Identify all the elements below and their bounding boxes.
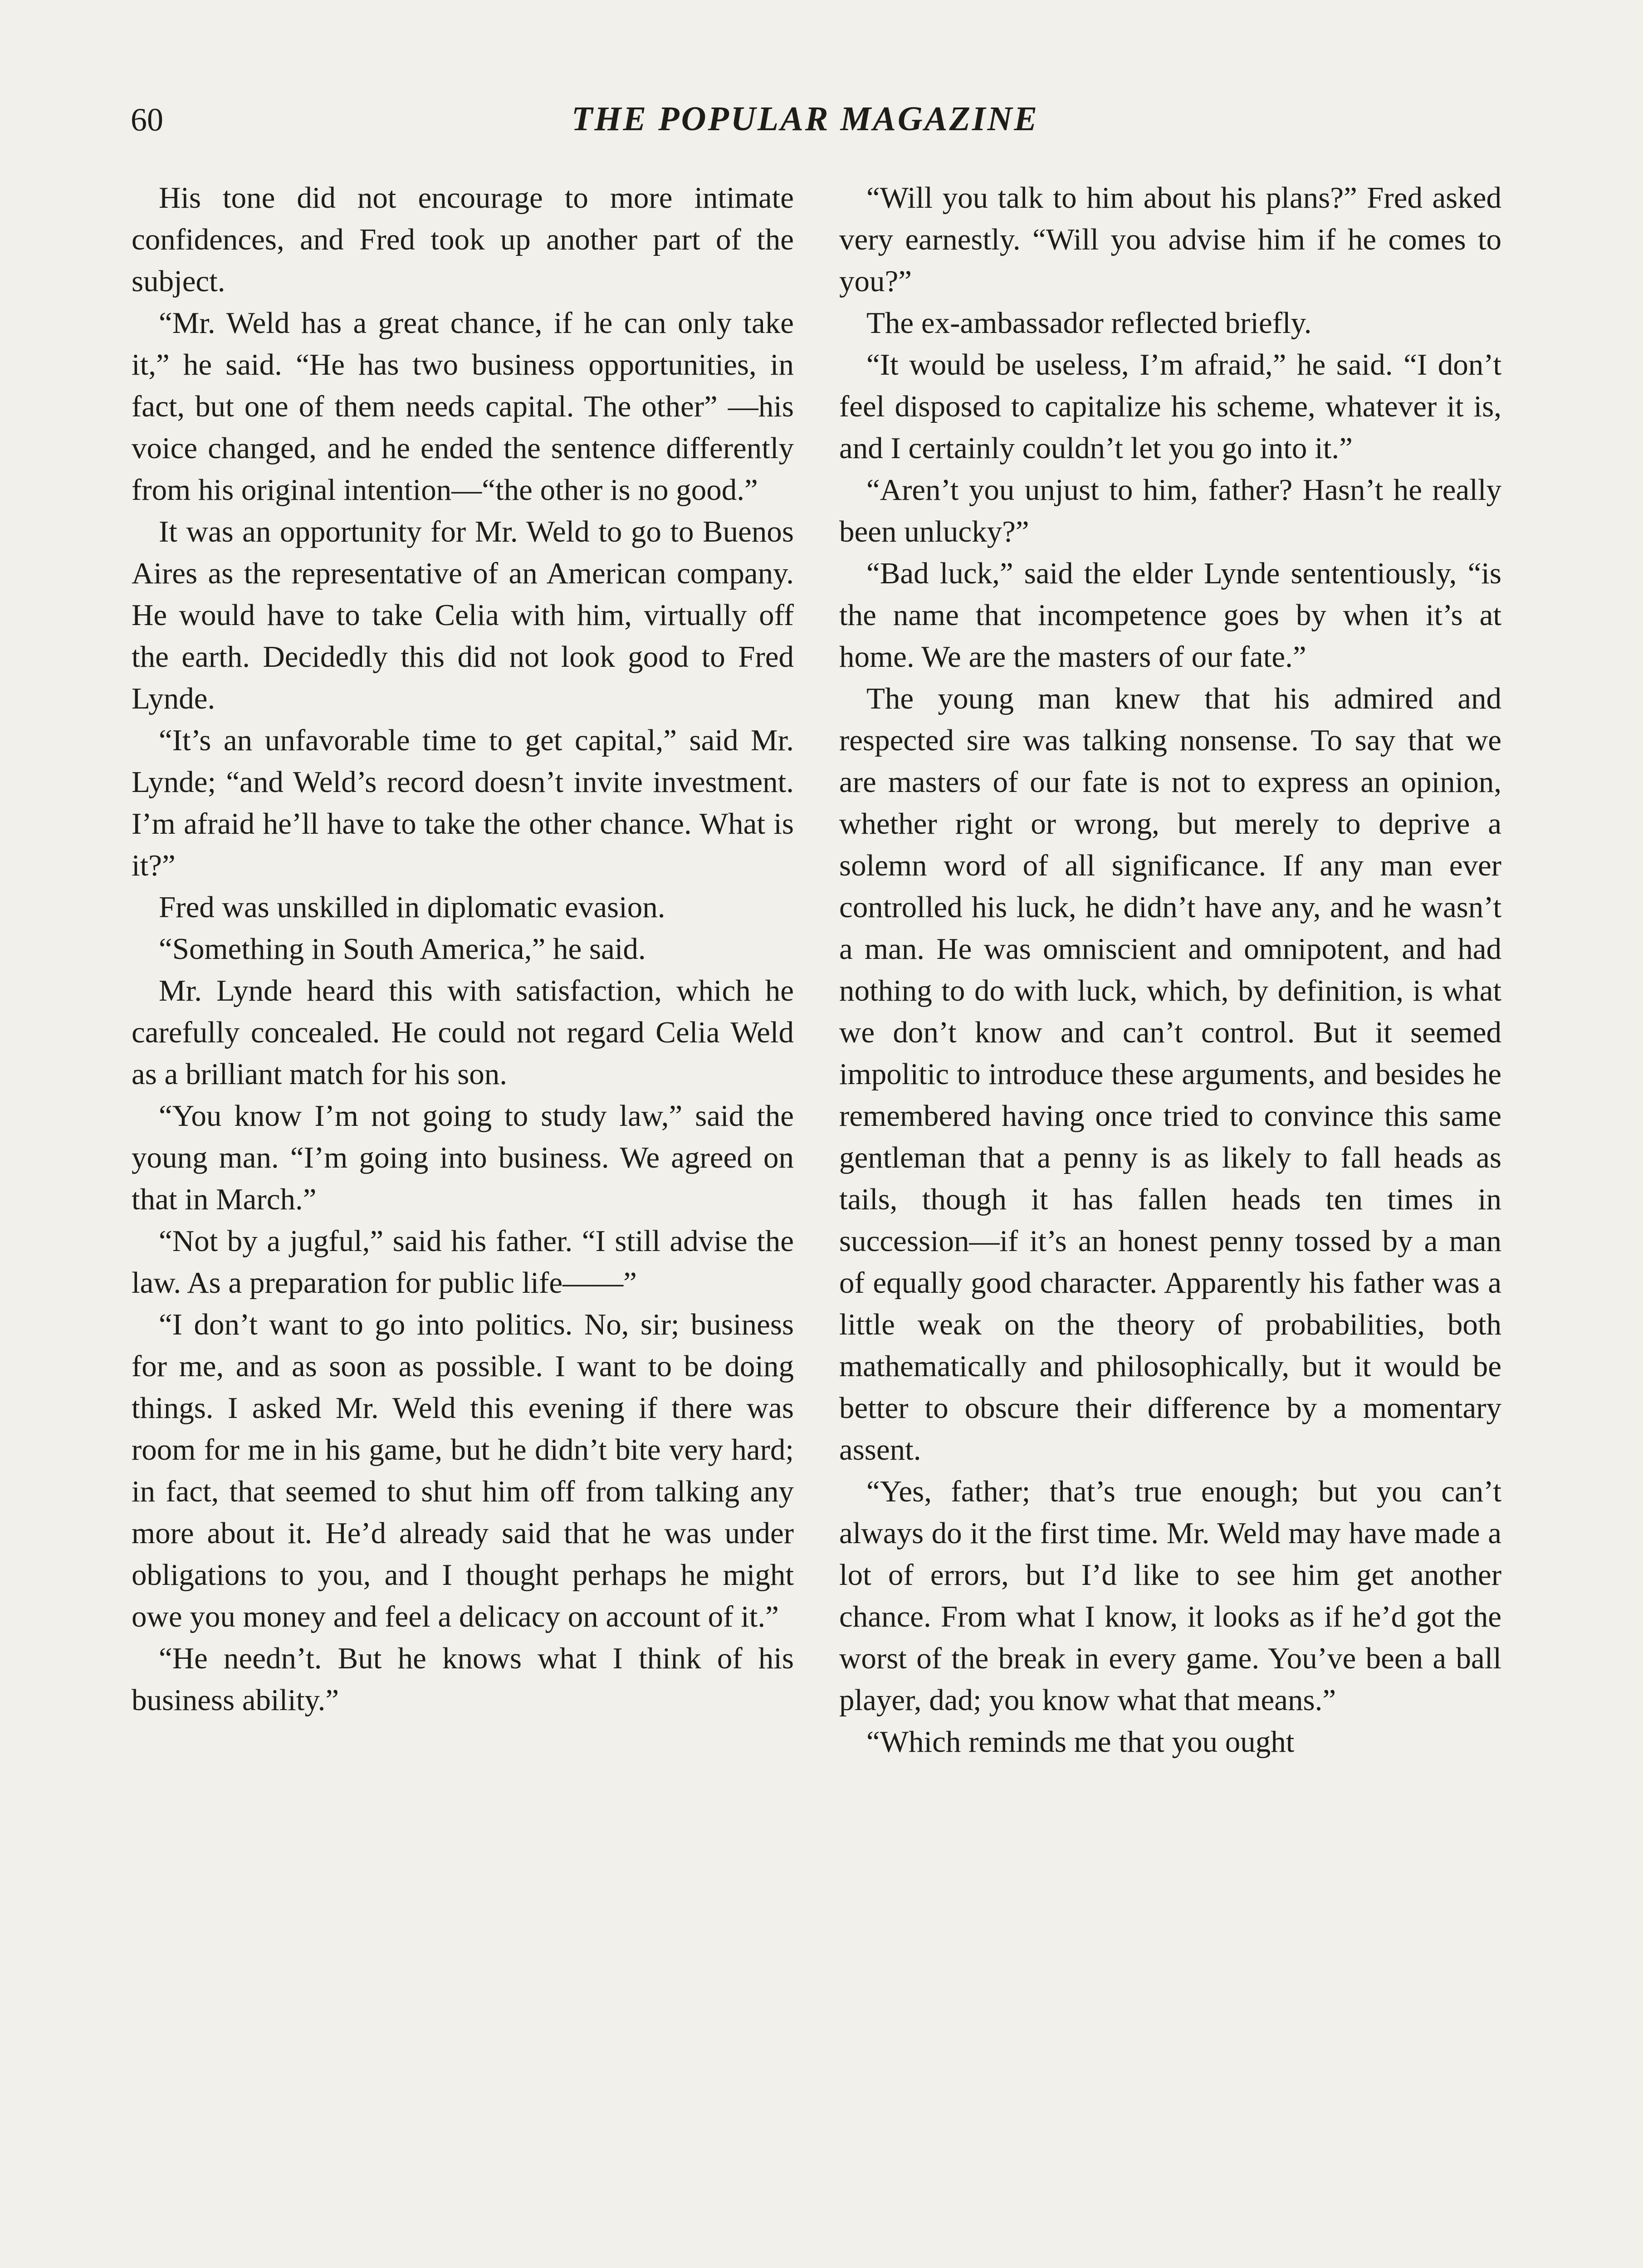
paragraph: “Something in South America,” he said. (159, 932, 646, 966)
paragraph: “It would be useless, I’m afraid,” he said. “I don’t feel disposed to capitalize his scheme, whatever it is, and I certainly couldn’t let you go into it.” (839, 348, 1501, 465)
paragraph: “Aren’t you unjust to him, father? Hasn’t he really been unlucky?” (839, 473, 1501, 548)
paragraph: “Mr. Weld has a great chance, if he can only take it,” he said. “He has two business opportunities, in fact, but one of them needs capital. The other” —his voice changed, and he ended the sentence differently from his original intention—“the other is no good.” (132, 306, 794, 507)
paragraph: The young man knew that his admired and respected sire was talking nonsense. To say that we are masters of our fate is not to express an opinion, whether right or wrong, but merely to deprive a solemn word of all significance. If any man ever controlled his luck, he didn’t have any, and he wasn’t a man. He was omniscient and omnipotent, and had nothing to do with luck, which, by definition, is what we don’t know and can’t control. But it seemed impolitic to introduce these arguments, and besides he remembered having once tried to convince this same gentleman that a penny is as likely to fall heads as tails, though it has fallen heads ten times in succession—if it’s an honest penny tossed by a man of equally good character. Apparently his father was a little weak on the theory of probabilities, both mathematically and philosophically, but it would be better to obscure their difference by a momentary assent. (839, 682, 1501, 1466)
paragraph: “Which reminds me that you ought (866, 1725, 1295, 1759)
paragraph: Fred was unskilled in diplomatic evasion. (159, 890, 665, 924)
paragraph: His tone did not encourage to more intimate confidences, and Fred took up another part of the subject. (132, 181, 794, 298)
running-title: THE POPULAR MAGAZINE (571, 100, 1039, 138)
paragraph: “Bad luck,” said the elder Lynde sententiously, “is the name that incompetence goes by when it’s at home. We are the masters of our fate.” (839, 557, 1501, 674)
paragraph: It was an opportunity for Mr. Weld to go to Buenos Aires as the representative of an American company. He would have to take Celia with him, virtually off the earth. Decidedly this did not look good to Fred Lynde. (132, 515, 794, 715)
paragraph: “You know I’m not going to study law,” said the young man. “I’m going into business. We agreed on that in March.” (132, 1099, 794, 1216)
paragraph: Mr. Lynde heard this with satisfaction, which he carefully concealed. He could not regard Celia Weld as a brilliant match for his son. (132, 974, 794, 1091)
paragraph: “Will you talk to him about his plans?” Fred asked very earnestly. “Will you advise him if he comes to you?” (839, 181, 1501, 298)
page-number: 60 (131, 102, 163, 138)
paragraph: “It’s an unfavorable time to get capital,” said Mr. Lynde; “and Weld’s record doesn’t invite investment. I’m afraid he’ll have to take the other chance. What is it?” (132, 723, 794, 882)
paragraph: “He needn’t. But he knows what I think of his business ability.” (132, 1642, 794, 1717)
paragraph: “Yes, father; that’s true enough; but you can’t always do it the first time. Mr. Weld may have made a lot of errors, but I’d like to see him get another chance. From what I know, it looks as if he’d got the worst of the break in every game. You’ve been a ball player, dad; you know what that means.” (839, 1475, 1501, 1717)
paragraph: “Not by a jugful,” said his father. “I still advise the law. As a preparation for public life——” (132, 1224, 794, 1300)
paragraph: The ex-ambassador reflected briefly. (866, 306, 1312, 340)
right-column (839, 177, 1501, 1763)
paragraph: “I don’t want to go into politics. No, sir; business for me, and as soon as possible. I want to be doing things. I asked Mr. Weld this evening if there was room for me in his game, but he didn’t bite very hard; in fact, that seemed to shut him off from talking any more about it. He’d already said that he was under obligations to you, and I thought perhaps he might owe you money and feel a delicacy on account of it.” (132, 1308, 794, 1633)
left-column (132, 177, 794, 1721)
